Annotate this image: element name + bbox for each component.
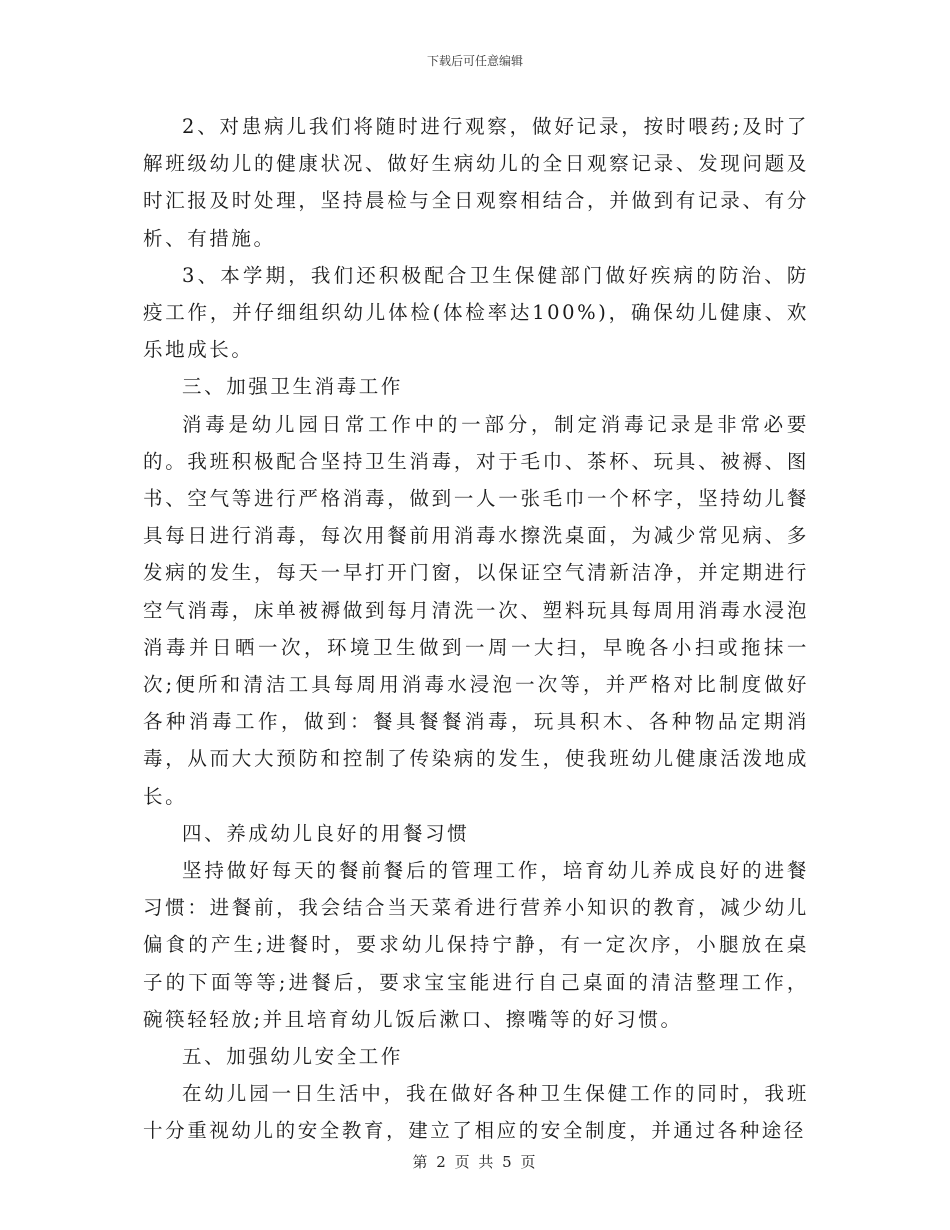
document-body <box>143 108 809 1150</box>
page-number: 第 2 页 共 5 页 <box>412 1153 538 1171</box>
paragraph-sick-children-care: 2、对患病儿我们将随时进行观察，做好记录，按时喂药;及时了解班级幼儿的健康状况、做好生病幼儿的全日观察记录、发现问题及时汇报及时处理，坚持晨检与全日观察相结合，并做到有记录、有分析、有措施。 <box>143 115 809 250</box>
paragraph-safety: 在幼儿园一日生活中，我在做好各种卫生保健工作的同时，我班十分重视幼儿的安全教育，建立了相应的安全制度，并通过各种途径 <box>143 1082 809 1143</box>
paragraph-dining-habits: 坚持做好每天的餐前餐后的管理工作，培育幼儿养成良好的进餐习惯：进餐前，我会结合当天菜肴进行营养小知识的教育，减少幼儿偏食的产生;进餐时，要求幼儿保持宁静，有一定次序，小腿放在桌子的下面等等;进餐后，要求宝宝能进行自己桌面的清洁整理工作，碗筷轻轻放;并且培育幼儿饭后漱口、擦嘴等的好习惯。 <box>143 859 809 1031</box>
page-header: 下载后可任意编辑 <box>426 54 523 68</box>
section-heading-dining-habits: 四、养成幼儿良好的用餐习惯 <box>182 821 470 845</box>
paragraph-disinfection: 消毒是幼儿园日常工作中的一部分，制定消毒记录是非常必要的。我班积极配合坚持卫生消毒，对于毛巾、茶杯、玩具、被褥、图书、空气等进行严格消毒，做到一人一张毛巾一个杯字，坚持幼儿餐具每日进行消毒，每次用餐前用消毒水擦洗桌面，为减少常见病、多发病的发生，每天一早打开门窗，以保证空气清新洁净，并定期进行空气消毒，床单被褥做到每月清洗一次、塑料玩具每周用消毒水浸泡消毒并日晒一次，环境卫生做到一周一大扫，早晚各小扫或拖抹一次;便所和清洁工具每周用消毒水浸泡一次等，并严格对比制度做好各种消毒工作，做到：餐具餐餐消毒，玩具积木、各种物品定期消毒，从而大大预防和控制了传染病的发生，使我班幼儿健康活泼地成长。 <box>143 412 809 808</box>
section-heading-disinfection: 三、加强卫生消毒工作 <box>182 375 404 399</box>
section-heading-safety: 五、加强幼儿安全工作 <box>182 1045 404 1069</box>
paragraph-disease-prevention: 3、本学期，我们还积极配合卫生保健部门做好疾病的防治、防疫工作，并仔细组织幼儿体检(体检率达100%)，确保幼儿健康、欢乐地成长。 <box>143 263 809 362</box>
